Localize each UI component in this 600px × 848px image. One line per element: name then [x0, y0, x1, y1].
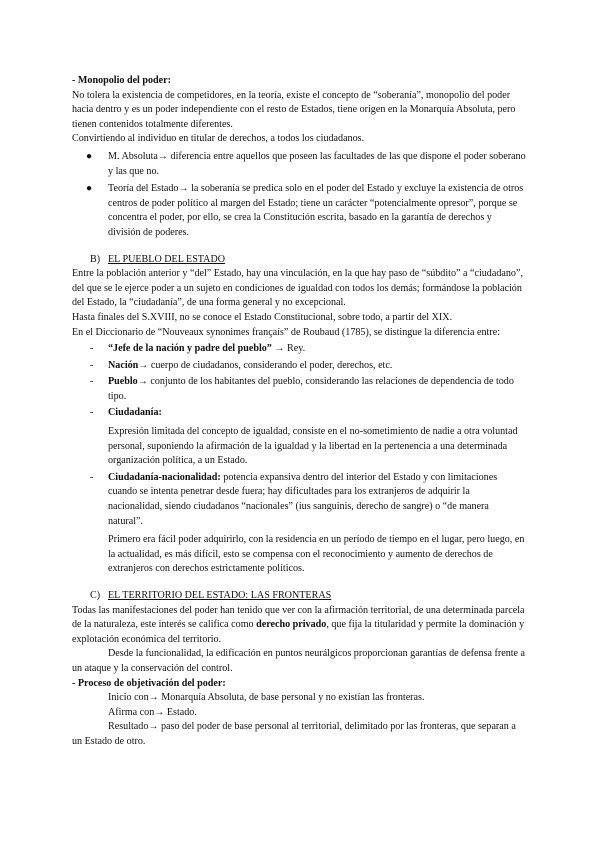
- territorio-paragraph-1: Todas las manifestaciones del poder han tenido que ver con la afirmación territorial, de una determinada parcela de la naturaleza, este interés se califica como derecho privado, que fija la titularidad y permite la dominación y explotación económica del territorio.: [72, 604, 525, 645]
- bullet-teoria-estado: ● Teoría del Estado→ la soberanía se predica solo en el poder del Estado y excluye la existencia de otros centros de poder político al margen del Estado; tiene un carácter “potencialmente opresor”, porque se concentra el poder, por ello, se crea la Constitución escrita, basado en la garantía de derechos y división de poderes.: [86, 183, 524, 238]
- section-pueblo-heading: B) EL PUEBLO DEL ESTADO: [90, 253, 226, 265]
- list-item-pueblo: - Pueblo→ conjunto de los habitantes del pueblo, considerando las relaciones de dependencia de todo tipo.: [90, 376, 514, 402]
- dash-icon: -: [90, 376, 94, 388]
- proceso-resultado: Resultado→ paso del poder de base personal al territorial, delimitado por las fronteras, que separan a un Estado de otro.: [72, 721, 516, 747]
- list-item-nacion: - Nación→ cuerpo de ciudadanos, considerando el poder, derechos, etc.: [72, 359, 526, 374]
- dash-icon: -: [90, 471, 94, 483]
- monopolio-paragraph-2: Convirtiendo al individuo en titular de derechos, a todos los ciudadanos.: [72, 133, 365, 145]
- monopolio-paragraph-1: No tolera la existencia de competidores, en la teoría, existe el concepto de “soberanía”, monopolio del poder hacia dentro y es un poder independiente con el resto de Estados, tiene origen en la Monarquía Absoluta, pero tienen contenidos totalmente diferentes.: [72, 89, 516, 130]
- section-monopolio-title: - Monopolio del poder:: [72, 75, 171, 86]
- section-territorio-heading: C) EL TERRITORIO DEL ESTADO: LAS FRONTERAS: [90, 590, 332, 601]
- dash-icon: -: [90, 343, 94, 355]
- pueblo-paragraph-1: Entre la población anterior y “del” Estado, hay una vinculación, en la que hay paso de “súbdito” a “ciudadano”, del que se le ejerce poder a un sujeto en condiciones de igualdad con todos los demás; formándose la población del Estado, la “ciudadanía”, de una forma general y no excepcional.: [72, 268, 523, 309]
- pueblo-paragraph-2: Hasta finales del S.XVIII, no se conoce el Estado Constitucional, sobre todo, a partir del XIX.: [72, 311, 453, 323]
- list-item-jefe: - “Jefe de la nación y padre del pueblo” → Rey.: [72, 342, 526, 357]
- list-item-ciudadania: - Ciudadanía:: [72, 406, 526, 421]
- proceso-title: - Proceso de objetivación del poder:: [72, 677, 226, 689]
- document-body: [72, 74, 526, 750]
- bullet-icon: ●: [86, 150, 93, 162]
- proceso-afirma: Afirma con→ Estado.: [108, 706, 197, 718]
- territorio-paragraph-2: Desde la funcionalidad, la edificación en puntos neurálgicos proporcionan garantías de defensa frente a un ataque y la conservación del control.: [72, 648, 526, 674]
- list-item-nacionalidad: - Ciudadanía-nacionalidad: potencia expansiva dentro del interior del Estado y con limitaciones cuando se intenta penetrar desde fuera; hay dificultades para los extranjeros de adquirir la nacionalidad, siendo ciudadanos “nacionales” (ius sanguinis, derecho de sangre) o “de manera natural”.: [90, 471, 498, 527]
- ciudadania-detail: Expresión limitada del concepto de igualdad, consiste en el no-sometimiento de nadie a otra voluntad personal, suponiendo la afirmación de la igualdad y la libertad en la pertenencia a una determinada organización política, a un Estado.: [108, 426, 518, 467]
- proceso-inicio: Inicio con→ Monarquía Absoluta, de base personal y no existían las fronteras.: [108, 692, 425, 704]
- nacionalidad-detail: Primero era fácil poder adquirirlo, con la residencia en un período de tiempo en el lugar, pero luego, en la actualidad, es más difícil, esto se compensa con el reconocimiento y aumento de derechos de extranjeros con derechos estrictamente políticos.: [108, 534, 525, 575]
- dash-icon: -: [90, 359, 94, 371]
- bullet-icon: ●: [86, 183, 93, 195]
- pueblo-paragraph-3: En el Diccionario de “Nouveaux synonimes françaís” de Roubaud (1785), se distingue la diferencia entre:: [72, 326, 500, 338]
- dash-icon: -: [90, 407, 94, 419]
- bullet-absoluta: ● M. Absoluta→ diferencia entre aquellos que poseen las facultades de las que dispone el poder soberano y las que no.: [86, 150, 526, 177]
